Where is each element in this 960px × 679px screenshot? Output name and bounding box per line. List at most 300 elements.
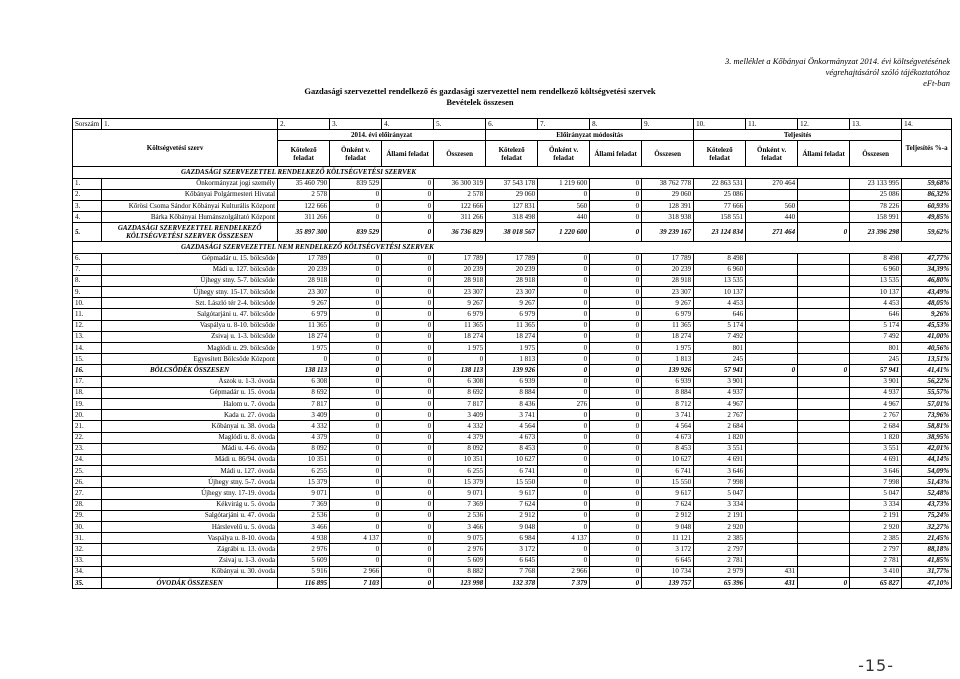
percent-cell: 73,96% (902, 410, 952, 421)
amount-cell: 4 564 (642, 421, 694, 432)
amount-cell: 0 (330, 488, 382, 499)
amount-cell: 0 (590, 443, 642, 454)
percent-cell: 41,00% (902, 331, 952, 342)
row-number: 14. (73, 343, 102, 354)
amount-cell: 11 365 (486, 320, 538, 331)
amount-cell: 0 (590, 398, 642, 409)
amount-cell: 1 219 600 (538, 178, 590, 189)
amount-cell: 0 (538, 510, 590, 521)
column-number-cell: 3. (330, 119, 382, 130)
entity-name: Mádi u. 127. bölcsőde (102, 264, 278, 275)
row-number: 24. (73, 454, 102, 465)
amount-cell: 22 863 531 (694, 178, 746, 189)
table-row (73, 466, 952, 477)
amount-cell: 17 789 (278, 253, 330, 264)
sub-header-ossz: Összesen (434, 141, 486, 167)
amount-cell: 23 307 (434, 287, 486, 298)
amount-cell: 0 (330, 387, 382, 398)
amount-cell: 9 267 (642, 298, 694, 309)
amount-cell: 3 646 (850, 466, 902, 477)
amount-cell: 0 (330, 522, 382, 533)
amount-cell: 10 137 (850, 287, 902, 298)
subtotal-row (73, 577, 952, 588)
amount-cell: 3 172 (642, 544, 694, 555)
amount-cell: 139 926 (486, 365, 538, 376)
amount-cell: 20 239 (278, 264, 330, 275)
percent-cell: 55,57% (902, 387, 952, 398)
percent-cell: 47,77% (902, 253, 952, 264)
group-header-modified: Előirányzat módosítás (486, 130, 694, 141)
amount-cell: 123 998 (434, 577, 486, 588)
amount-cell: 122 666 (434, 200, 486, 211)
amount-cell (798, 376, 850, 387)
amount-cell (746, 555, 798, 566)
amount-cell (746, 499, 798, 510)
percent-cell: 56,22% (902, 376, 952, 387)
percent-cell: 75,24% (902, 510, 952, 521)
amount-cell: 3 741 (486, 410, 538, 421)
row-number: 2. (73, 189, 102, 200)
amount-cell: 138 113 (278, 365, 330, 376)
entity-name: Újhegy stny. 17-19. óvoda (102, 488, 278, 499)
amount-cell: 128 391 (642, 200, 694, 211)
amount-cell: 0 (538, 253, 590, 264)
amount-cell: 2 912 (486, 510, 538, 521)
amount-cell: 4 379 (434, 432, 486, 443)
amount-cell: 23 396 298 (850, 223, 902, 242)
amount-cell (798, 499, 850, 510)
amount-cell: 3 334 (850, 499, 902, 510)
amount-cell: 116 895 (278, 577, 330, 588)
amount-cell: 8 453 (642, 443, 694, 454)
amount-cell: 0 (538, 264, 590, 275)
amount-cell: 0 (590, 331, 642, 342)
amount-cell: 440 (746, 212, 798, 223)
amount-cell: 0 (382, 499, 434, 510)
page-number: -15- (858, 656, 894, 675)
amount-cell: 36 300 319 (434, 178, 486, 189)
percent-cell: 52,48% (902, 488, 952, 499)
amount-cell: 23 124 834 (694, 223, 746, 242)
entity-name: Zágrábi u. 13. óvoda (102, 544, 278, 555)
amount-cell (798, 432, 850, 443)
percent-cell: 43,49% (902, 287, 952, 298)
row-number: 1. (73, 178, 102, 189)
table-row (73, 320, 952, 331)
amount-cell: 0 (330, 275, 382, 286)
amount-cell: 4 673 (642, 432, 694, 443)
amount-cell: 1 975 (278, 343, 330, 354)
amount-cell: 0 (330, 365, 382, 376)
amount-cell (798, 354, 850, 365)
amount-cell (746, 488, 798, 499)
amount-cell: 0 (538, 555, 590, 566)
entity-name: Maglódi u. 8. óvoda (102, 432, 278, 443)
amount-cell: 0 (590, 189, 642, 200)
amount-cell: 0 (538, 365, 590, 376)
amount-cell: 9 071 (278, 488, 330, 499)
table-row (73, 499, 952, 510)
amount-cell: 0 (590, 421, 642, 432)
amount-cell: 9 267 (278, 298, 330, 309)
amount-cell: 8 692 (434, 387, 486, 398)
amount-cell: 0 (538, 309, 590, 320)
sub-header-onk: Önként v. feladat (538, 141, 590, 167)
amount-cell (798, 488, 850, 499)
amount-cell: 7 768 (486, 566, 538, 577)
group-header-original: 2014. évi előirányzat (278, 130, 486, 141)
amount-cell: 38 018 567 (486, 223, 538, 242)
column-number-cell: 11. (746, 119, 798, 130)
entity-name: Ászok u. 1-3. óvoda (102, 376, 278, 387)
annex-note-unit: eFt-ban (923, 78, 950, 88)
amount-cell: 9 048 (486, 522, 538, 533)
amount-cell: 0 (538, 410, 590, 421)
amount-cell: 0 (278, 354, 330, 365)
amount-cell: 57 941 (850, 365, 902, 376)
amount-cell: 431 (746, 566, 798, 577)
amount-cell: 8 692 (278, 387, 330, 398)
amount-cell: 7 103 (330, 577, 382, 588)
amount-cell: 0 (330, 499, 382, 510)
row-number: 26. (73, 477, 102, 488)
amount-cell: 6 308 (278, 376, 330, 387)
amount-cell: 5 047 (850, 488, 902, 499)
row-number: 10. (73, 298, 102, 309)
row-number: 23. (73, 443, 102, 454)
amount-cell: 0 (382, 410, 434, 421)
amount-cell (746, 544, 798, 555)
amount-cell: 15 550 (642, 477, 694, 488)
percent-cell: 32,27% (902, 522, 952, 533)
amount-cell: 0 (330, 331, 382, 342)
amount-cell: 10 351 (278, 454, 330, 465)
row-number: 19. (73, 398, 102, 409)
document-heading (0, 86, 960, 108)
row-number: 27. (73, 488, 102, 499)
amount-cell: 6 741 (642, 466, 694, 477)
amount-cell: 0 (590, 432, 642, 443)
row-number: 29. (73, 510, 102, 521)
amount-cell: 6 645 (642, 555, 694, 566)
row-number: 16. (73, 365, 102, 376)
amount-cell: 0 (590, 577, 642, 588)
amount-cell: 2 781 (694, 555, 746, 566)
amount-cell: 839 529 (330, 178, 382, 189)
heading-subtitle: Bevételek összesen (446, 97, 514, 107)
annex-note-line2: végrehajtásáról szóló tájékoztatóhoz (825, 67, 950, 77)
amount-cell: 35 460 790 (278, 178, 330, 189)
entity-name: Gépmadár u. 15. óvoda (102, 387, 278, 398)
amount-cell: 28 918 (278, 275, 330, 286)
amount-cell: 0 (382, 189, 434, 200)
amount-cell (798, 264, 850, 275)
amount-cell: 13 535 (850, 275, 902, 286)
amount-cell: 2 966 (330, 566, 382, 577)
amount-cell: 10 137 (694, 287, 746, 298)
amount-cell (746, 421, 798, 432)
amount-cell: 0 (382, 510, 434, 521)
amount-cell (746, 454, 798, 465)
percent-cell: 41,41% (902, 365, 952, 376)
row-number: 12. (73, 320, 102, 331)
amount-cell: 6 741 (486, 466, 538, 477)
amount-cell: 560 (746, 200, 798, 211)
amount-cell: 2 536 (278, 510, 330, 521)
section-title-with-finance-row (73, 167, 952, 178)
amount-cell: 11 365 (642, 320, 694, 331)
amount-cell: 0 (382, 253, 434, 264)
entity-name: Kékvirág u. 5. óvoda (102, 499, 278, 510)
table-row (73, 443, 952, 454)
entity-name: Salgótarjáni u. 47. bölcsőde (102, 309, 278, 320)
amount-cell (798, 275, 850, 286)
amount-cell: 0 (538, 544, 590, 555)
amount-cell: 8 882 (434, 566, 486, 577)
amount-cell: 0 (382, 376, 434, 387)
amount-cell: 2 385 (850, 533, 902, 544)
amount-cell: 8 498 (694, 253, 746, 264)
amount-cell: 0 (590, 253, 642, 264)
amount-cell: 8 436 (486, 398, 538, 409)
subtotal-row (73, 223, 952, 242)
amount-cell: 0 (538, 354, 590, 365)
amount-cell: 1 975 (486, 343, 538, 354)
amount-cell: 28 918 (642, 275, 694, 286)
amount-cell (798, 566, 850, 577)
amount-cell: 6 979 (434, 309, 486, 320)
amount-cell: 0 (382, 466, 434, 477)
amount-cell (746, 343, 798, 354)
amount-cell: 20 239 (642, 264, 694, 275)
amount-cell: 0 (590, 309, 642, 320)
amount-cell: 7 817 (434, 398, 486, 409)
amount-cell (746, 443, 798, 454)
table-row (73, 309, 952, 320)
amount-cell: 440 (538, 212, 590, 223)
amount-cell (746, 522, 798, 533)
amount-cell: 4 453 (850, 298, 902, 309)
amount-cell (746, 320, 798, 331)
budget-table (72, 118, 952, 589)
row-number: 7. (73, 264, 102, 275)
amount-cell: 0 (538, 432, 590, 443)
amount-cell (798, 287, 850, 298)
amount-cell: 0 (590, 287, 642, 298)
amount-cell: 0 (382, 223, 434, 242)
amount-cell: 4 332 (278, 421, 330, 432)
amount-cell: 0 (538, 189, 590, 200)
entity-name: Kőbányai Polgármesteri Hivatal (102, 189, 278, 200)
amount-cell: 3 646 (694, 466, 746, 477)
amount-cell: 0 (382, 200, 434, 211)
amount-cell: 1 820 (694, 432, 746, 443)
entity-name: Zsivaj u. 1-3. bölcsőde (102, 331, 278, 342)
entity-name: Újhegy stny. 5-7. óvoda (102, 477, 278, 488)
amount-cell: 29 060 (642, 189, 694, 200)
amount-cell: 11 365 (278, 320, 330, 331)
amount-cell: 0 (382, 488, 434, 499)
entity-name: Hárslevelű u. 5. óvoda (102, 522, 278, 533)
amount-cell (798, 544, 850, 555)
amount-cell: 10 627 (642, 454, 694, 465)
amount-cell: 1 975 (642, 343, 694, 354)
amount-cell: 10 734 (642, 566, 694, 577)
amount-cell: 0 (330, 555, 382, 566)
amount-cell: 4 967 (850, 398, 902, 409)
amount-cell: 0 (590, 410, 642, 421)
amount-cell: 4 564 (486, 421, 538, 432)
column-number-cell: 7. (538, 119, 590, 130)
sub-header-all: Állami feladat (382, 141, 434, 167)
table-row (73, 264, 952, 275)
amount-cell (746, 253, 798, 264)
amount-cell (746, 309, 798, 320)
amount-cell: 3 409 (434, 410, 486, 421)
amount-cell: 318 498 (486, 212, 538, 223)
amount-cell (798, 533, 850, 544)
amount-cell: 0 (538, 499, 590, 510)
amount-cell (798, 443, 850, 454)
entity-name: Kőrösi Csoma Sándor Kőbányai Kulturális Központ (102, 200, 278, 211)
amount-cell (798, 298, 850, 309)
amount-cell: 839 529 (330, 223, 382, 242)
amount-cell (746, 466, 798, 477)
percent-cell: 42,01% (902, 443, 952, 454)
amount-cell: 6 960 (850, 264, 902, 275)
entity-name: Gépmadár u. 15. bölcsőde (102, 253, 278, 264)
amount-cell: 4 332 (434, 421, 486, 432)
amount-cell: 4 937 (850, 387, 902, 398)
entity-name: Egyesített Bölcsőde Központ (102, 354, 278, 365)
amount-cell (798, 212, 850, 223)
amount-cell: 15 379 (278, 477, 330, 488)
amount-cell: 0 (538, 343, 590, 354)
amount-cell: 2 684 (850, 421, 902, 432)
amount-cell: 0 (382, 432, 434, 443)
amount-cell: 276 (538, 398, 590, 409)
amount-cell: 0 (330, 320, 382, 331)
heading-title: Gazdasági szervezettel rendelkező és gazdasági szervezettel nem rendelkező költségvetési szervek (304, 86, 656, 96)
subtotal-row (73, 365, 952, 376)
entity-name-line1: GAZDASÁGI SZERVEZETTEL RENDELKEZŐ (117, 224, 262, 233)
percent-cell: 47,10% (902, 577, 952, 588)
amount-cell: 4 938 (278, 533, 330, 544)
amount-cell: 7 817 (278, 398, 330, 409)
amount-cell: 2 385 (694, 533, 746, 544)
amount-cell: 4 137 (330, 533, 382, 544)
amount-cell: 0 (538, 320, 590, 331)
column-number-cell: 9. (642, 119, 694, 130)
amount-cell (798, 555, 850, 566)
percent-cell: 13,51% (902, 354, 952, 365)
amount-cell: 0 (590, 200, 642, 211)
amount-cell: 1 220 600 (538, 223, 590, 242)
amount-cell: 11 365 (434, 320, 486, 331)
amount-cell: 38 762 778 (642, 178, 694, 189)
entity-name: Újhegy stny. 5-7. bölcsőde (102, 275, 278, 286)
section-title-with-finance: GAZDASÁGI SZERVEZETTEL RENDELKEZŐ KÖLTSÉGVETÉSI SZERVEK (73, 167, 952, 178)
row-number: 21. (73, 421, 102, 432)
amount-cell (746, 477, 798, 488)
amount-cell: 0 (330, 398, 382, 409)
column-number-cell: 4. (382, 119, 434, 130)
percent-cell: 57,01% (902, 398, 952, 409)
amount-cell: 7 998 (694, 477, 746, 488)
table-row (73, 287, 952, 298)
amount-cell: 4 691 (694, 454, 746, 465)
amount-cell: 17 789 (486, 253, 538, 264)
amount-cell: 0 (382, 275, 434, 286)
amount-cell: 0 (382, 443, 434, 454)
amount-cell (746, 331, 798, 342)
amount-cell: 29 060 (486, 189, 538, 200)
percent-cell: 59,68% (902, 178, 952, 189)
entity-name: Vaspálya u. 8-10. bölcsőde (102, 320, 278, 331)
amount-cell: 0 (538, 331, 590, 342)
amount-cell: 0 (382, 555, 434, 566)
amount-cell: 23 307 (642, 287, 694, 298)
amount-cell: 7 379 (538, 577, 590, 588)
amount-cell: 431 (746, 577, 798, 588)
amount-cell: 5 916 (278, 566, 330, 577)
amount-cell: 0 (590, 499, 642, 510)
row-number: 28. (73, 499, 102, 510)
table-row (73, 533, 952, 544)
amount-cell: 311 266 (434, 212, 486, 223)
amount-cell (798, 398, 850, 409)
amount-cell (798, 421, 850, 432)
entity-name: Önkormányzat jogi személy (102, 178, 278, 189)
amount-cell (746, 376, 798, 387)
amount-cell: 0 (590, 477, 642, 488)
amount-cell: 139 757 (642, 577, 694, 588)
amount-cell (746, 432, 798, 443)
amount-cell: 36 736 829 (434, 223, 486, 242)
amount-cell (746, 510, 798, 521)
amount-cell: 4 137 (538, 533, 590, 544)
table-row (73, 555, 952, 566)
amount-cell: 6 255 (278, 466, 330, 477)
amount-cell: 0 (538, 522, 590, 533)
amount-cell: 0 (382, 533, 434, 544)
amount-cell: 65 827 (850, 577, 902, 588)
amount-cell: 6 939 (642, 376, 694, 387)
sub-header-onk: Önként v. feladat (330, 141, 382, 167)
amount-cell: 39 239 167 (642, 223, 694, 242)
annex-note (690, 56, 950, 89)
amount-cell: 18 274 (434, 331, 486, 342)
amount-cell: 4 967 (694, 398, 746, 409)
amount-cell: 28 918 (486, 275, 538, 286)
row-number: 30. (73, 522, 102, 533)
amount-cell: 0 (382, 387, 434, 398)
table-row (73, 212, 952, 223)
amount-cell: 0 (590, 555, 642, 566)
amount-cell: 4 453 (694, 298, 746, 309)
column-number-cell: 10. (694, 119, 746, 130)
amount-cell: 0 (382, 264, 434, 275)
amount-cell: 8 453 (486, 443, 538, 454)
table-row (73, 566, 952, 577)
percent-cell: 58,81% (902, 421, 952, 432)
amount-cell: 2 979 (694, 566, 746, 577)
amount-cell: 0 (590, 320, 642, 331)
percent-cell: 40,56% (902, 343, 952, 354)
percent-cell: 54,09% (902, 466, 952, 477)
amount-cell: 0 (330, 410, 382, 421)
amount-cell (746, 387, 798, 398)
